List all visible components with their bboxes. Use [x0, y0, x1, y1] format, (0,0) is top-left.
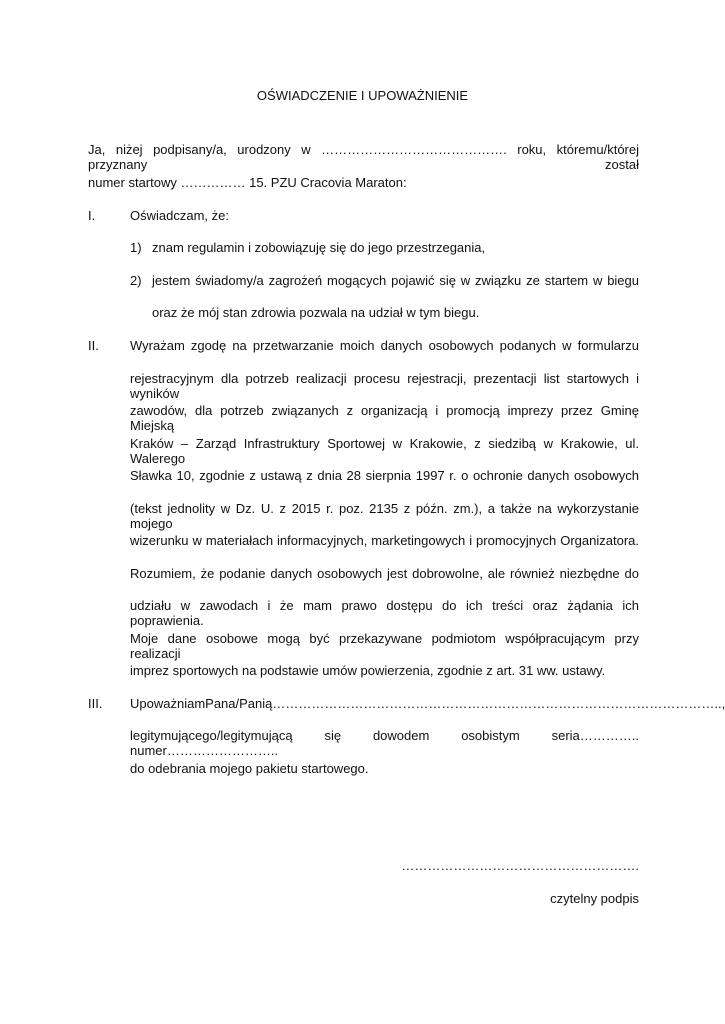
section-2-line: rejestracyjnym dla potrzeb realizacji procesu rejestracji, prezentacji list startowych i wyników — [130, 371, 639, 401]
section-2-line: Sławka 10, zgodnie z ustawą z dnia 28 sierpnia 1997 r. o ochronie danych osobowych — [130, 468, 639, 483]
authorization-word: Upoważniam — [130, 696, 206, 711]
section-2-line: Wyrażam zgodę na przetwarzanie moich danych osobowych podanych w formularzu — [130, 338, 639, 353]
section-2-line: zawodów, dla potrzeb związanych z organizacją i promocją imprezy przez Gminę Miejską — [130, 403, 639, 433]
section-1-heading: Oświadczam, że: — [130, 208, 229, 223]
document-title: OŚWIADCZENIE I UPOWAŻNIENIE — [256, 88, 469, 103]
section-3-numeral: III. — [88, 696, 103, 711]
section-2-line: Rozumiem, że podanie danych osobowych jest dobrowolne, ale również niezbędne do — [130, 566, 639, 581]
item-2-line-2: oraz że mój stan zdrowia pozwala na udział w tym biegu. — [152, 305, 480, 320]
intro-line-2: numer startowy …………… 15. PZU Cracovia Maraton: — [88, 175, 407, 190]
authorized-person-blank[interactable]: ………………………………………………………………………………………….., — [272, 696, 725, 711]
section-2-numeral: II. — [88, 338, 99, 353]
item-2-line-1: jestem świadomy/a zagrożeń mogących pojawić się w związku ze startem w biegu — [152, 273, 639, 288]
section-2-line: udziału w zawodach i że mam prawo dostępu do ich treści oraz żądania ich poprawienia. — [130, 598, 639, 628]
section-1-numeral: I. — [88, 208, 96, 223]
id-document-line[interactable]: legitymującego/legitymującą się dowodem osobistym seria………….. numer…………………….. — [130, 728, 639, 758]
intro-line-1: Ja, niżej podpisany/a, urodzony w ……………………………………. roku, któremu/której przyznany został — [88, 142, 639, 172]
section-2-line: imprez sportowych na podstawie umów powierzenia, zgodnie z art. 31 ww. ustawy. — [130, 663, 606, 678]
section-2-line: Moje dane osobowe mogą być przekazywane podmiotom współpracującym przy realizacji — [130, 631, 639, 661]
pickup-purpose-line: do odebrania mojego pakietu startowego. — [130, 761, 369, 776]
section-2-line: wizerunku w materiałach informacyjnych, marketingowych i promocyjnych Organizatora. — [130, 533, 639, 548]
section-2-line: (tekst jednolity w Dz. U. z 2015 r. poz. 2135 z późn. zm.), a także na wykorzystanie mojego — [130, 501, 639, 531]
item-1-text: znam regulamin i zobowiązuję się do jego przestrzegania, — [152, 240, 486, 255]
item-1-number: 1) — [130, 240, 142, 255]
authorization-person-label: Pana/Panią — [205, 696, 273, 711]
section-2-line: Kraków – Zarząd Infrastruktury Sportowej w Krakowie, z siedzibą w Krakowie, ul. Walerego — [130, 436, 639, 466]
signature-blank[interactable]: ………………………………………………. — [401, 858, 639, 873]
authorization-line — [130, 696, 725, 711]
signature-label: czytelny podpis — [550, 891, 639, 906]
item-2-number: 2) — [130, 273, 142, 288]
